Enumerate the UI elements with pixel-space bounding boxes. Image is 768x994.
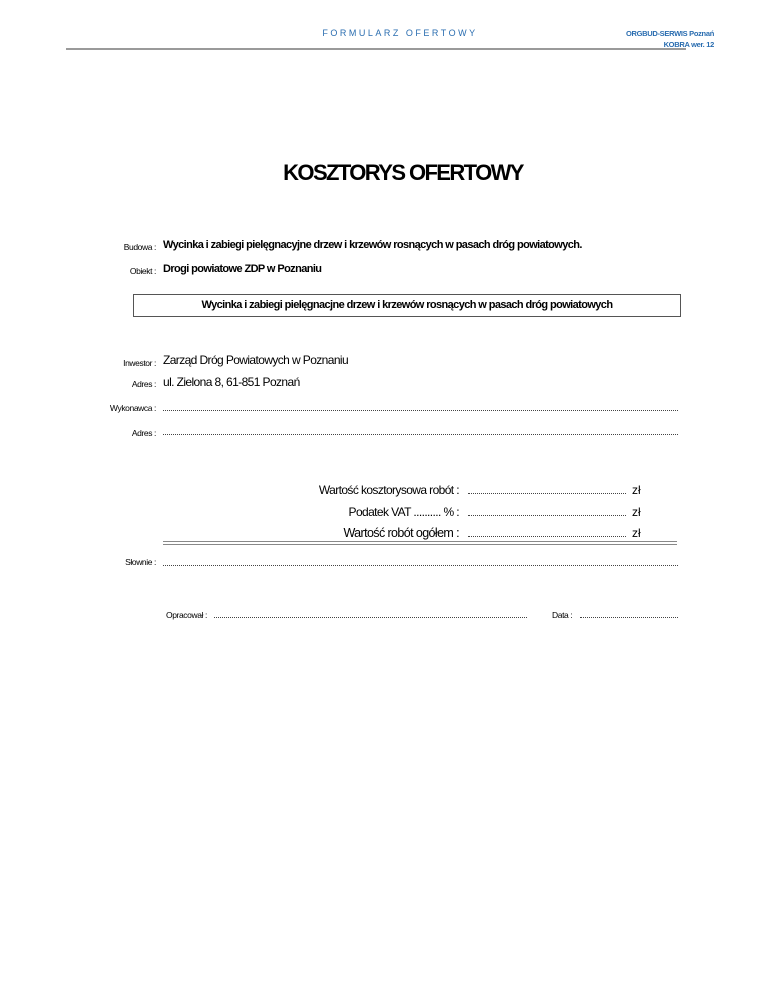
wartosc-kosztorysowa-label: Wartość kosztorysowa robót : — [318, 483, 459, 497]
header-divider — [66, 48, 686, 50]
form-header-title: FORMULARZ OFERTOWY — [322, 28, 478, 38]
inwestor-adres-label: Adres : — [131, 379, 156, 389]
opracowal-label: Opracował : — [166, 610, 207, 620]
company-name: ORGBUD-SERWIS Poznań — [625, 29, 714, 38]
inwestor-value: Zarząd Dróg Powiatowych w Poznaniu — [163, 353, 349, 367]
wartosc-kosztorysowa-fill-line[interactable] — [468, 493, 626, 494]
obiekt-value: Drogi powiatowe ZDP w Poznaniu — [163, 263, 322, 275]
currency-unit: zł — [632, 505, 641, 519]
summary-double-rule — [163, 541, 677, 545]
data-label: Data : — [552, 610, 573, 620]
budowa-label: Budowa : — [123, 242, 156, 252]
slownie-fill-line[interactable] — [163, 565, 678, 566]
data-fill-line[interactable] — [580, 617, 678, 618]
obiekt-label: Obiekt : — [129, 266, 156, 276]
podatek-vat-fill-line[interactable] — [468, 515, 626, 516]
wykonawca-label: Wykonawca : — [109, 403, 156, 413]
boxed-title: Wycinka i zabiegi pielęgnacjne drzew i krzewów rosnących w pasach dróg powiatowych — [133, 294, 681, 317]
budowa-value: Wycinka i zabiegi pielęgnacyjne drzew i krzewów rosnących w pasach dróg powiatowych. — [163, 239, 582, 251]
currency-unit: zł — [632, 483, 641, 497]
wykonawca-adres-label: Adres : — [131, 428, 156, 438]
wykonawca-fill-line[interactable] — [163, 410, 678, 411]
slownie-label: Słownie : — [125, 557, 156, 567]
inwestor-adres-value: ul. Zielona 8, 61-851 Poznań — [163, 375, 300, 389]
currency-unit: zł — [632, 526, 641, 540]
company-info — [626, 28, 714, 50]
podatek-vat-label: Podatek VAT .......... % : — [348, 505, 459, 519]
opracowal-fill-line[interactable] — [214, 617, 527, 618]
software-version: KOBRA wer. 12 — [663, 40, 714, 49]
wartosc-ogolem-label: Wartość robót ogółem : — [343, 526, 459, 540]
page-title: KOSZTORYS OFERTOWY — [283, 160, 523, 185]
wartosc-ogolem-fill-line[interactable] — [468, 536, 626, 537]
wykonawca-adres-fill-line[interactable] — [163, 434, 678, 435]
inwestor-label: Inwestor : — [123, 358, 156, 368]
